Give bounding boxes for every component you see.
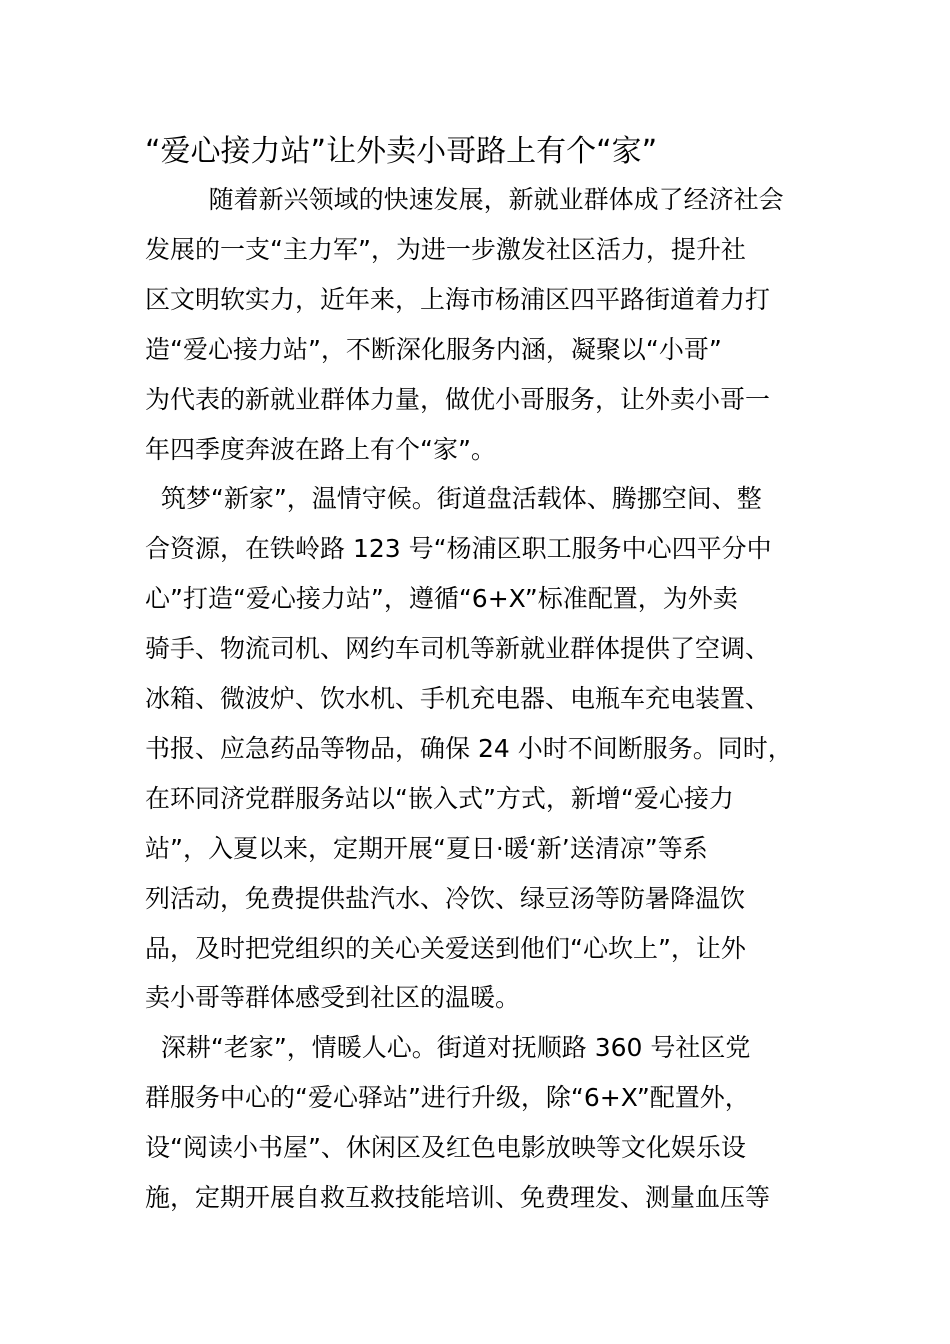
body-line: 骑手、物流司机、网约车司机等新就业群体提供了空调、 xyxy=(145,634,771,663)
body-line: 品，及时把党组织的关心关爱送到他们“心坎上”，让外 xyxy=(145,934,746,963)
body-line: 在环同济党群服务站以“嵌入式”方式，新增“爱心接力 xyxy=(145,784,734,813)
body-line: 冰箱、微波炉、饮水机、手机充电器、电瓶车充电装置、 xyxy=(145,684,771,713)
body-line: 发展的一支“主力军”，为进一步激发社区活力，提升社 xyxy=(145,235,746,264)
body-line: 设“阅读小书屋”、休闲区及红色电影放映等文化娱乐设 xyxy=(145,1133,746,1162)
document-title: “爱心接力站”让外卖小哥路上有个“家” xyxy=(145,134,658,169)
body-line: 施，定期开展自救互救技能培训、免费理发、测量血压等 xyxy=(145,1183,771,1212)
body-line: 群服务中心的“爱心驿站”进行升级，除“6+X”配置外， xyxy=(145,1083,750,1112)
body-line: 区文明软实力，近年来，上海市杨浦区四平路街道着力打 xyxy=(145,285,771,314)
body-line: 站”，入夏以来，定期开展“夏日·暖‘新’送清凉”等系 xyxy=(145,834,708,863)
body-line: 合资源，在铁岭路 123 号“杨浦区职工服务中心四平分中 xyxy=(145,534,772,563)
body-line: 造“爱心接力站”，不断深化服务内涵，凝聚以“小哥” xyxy=(145,335,722,364)
body-line: 书报、应急药品等物品，确保 24 小时不间断服务。同时， xyxy=(145,734,793,763)
body-line: 随着新兴领域的快速发展，新就业群体成了经济社会 xyxy=(145,185,784,214)
body-line: 筑梦“新家”，温情守候。街道盘活载体、腾挪空间、整 xyxy=(145,484,762,513)
body-line: 深耕“老家”，情暖人心。街道对抚顺路 360 号社区党 xyxy=(145,1033,751,1062)
body-line: 心”打造“爱心接力站”，遵循“6+X”标准配置，为外卖 xyxy=(145,584,738,613)
body-line: 列活动，免费提供盐汽水、冷饮、绿豆汤等防暑降温饮 xyxy=(145,884,746,913)
body-line: 年四季度奔波在路上有个“家”。 xyxy=(145,435,496,464)
body-line: 卖小哥等群体感受到社区的温暖。 xyxy=(145,983,521,1012)
body-line: 为代表的新就业群体力量，做优小哥服务，让外卖小哥一 xyxy=(145,385,771,414)
